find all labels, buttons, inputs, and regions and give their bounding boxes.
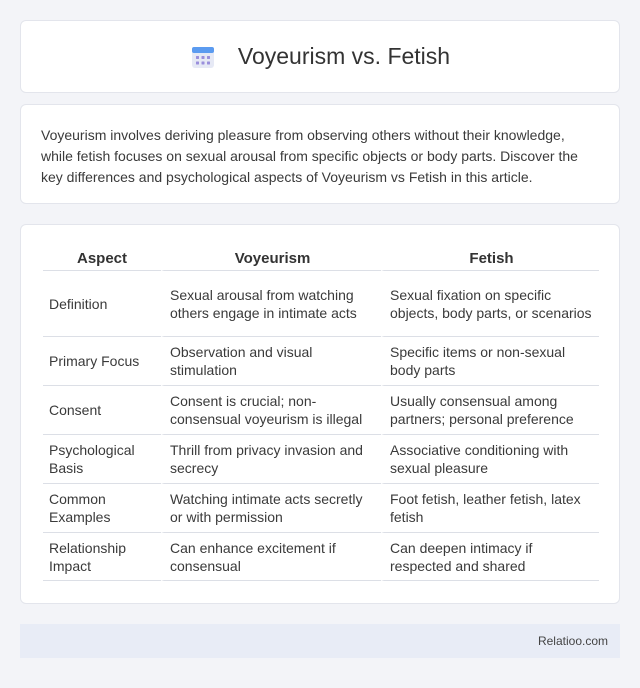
table-row — [43, 484, 599, 533]
aspect-cell: Primary Focus — [43, 337, 161, 386]
table-row — [43, 435, 599, 484]
voyeurism-cell: Watching intimate acts secretly or with permission — [161, 484, 381, 533]
intro-card — [20, 104, 620, 204]
aspect-cell: Common Examples — [43, 484, 161, 533]
footer-brand: Relatioo.com — [537, 634, 608, 648]
title-card — [20, 20, 620, 93]
page-title: Voyeurism vs. Fetish — [237, 43, 451, 69]
voyeurism-cell: Consent is crucial; non-consensual voyeurism is illegal — [161, 386, 381, 435]
voyeurism-cell: Can enhance excitement if consensual — [161, 533, 381, 581]
comparison-table — [43, 245, 599, 581]
header-fetish: Fetish — [381, 245, 599, 271]
fetish-cell: Can deepen intimacy if respected and shared — [381, 533, 599, 581]
header-voyeurism: Voyeurism — [161, 245, 381, 271]
aspect-cell: Relationship Impact — [43, 533, 161, 581]
table-row — [43, 386, 599, 435]
footer — [20, 624, 620, 658]
aspect-cell: Consent — [43, 386, 161, 435]
aspect-cell: Definition — [43, 271, 161, 337]
fetish-cell: Foot fetish, leather fetish, latex fetish — [381, 484, 599, 533]
voyeurism-cell: Observation and visual stimulation — [161, 337, 381, 386]
voyeurism-cell: Sexual arousal from watching others engage in intimate acts — [161, 271, 381, 337]
fetish-cell: Associative conditioning with sexual pleasure — [381, 435, 599, 484]
table-row — [43, 533, 599, 581]
table-header-row — [43, 245, 599, 271]
header-aspect: Aspect — [43, 245, 161, 271]
fetish-cell: Sexual fixation on specific objects, body parts, or scenarios — [381, 271, 599, 337]
aspect-cell: Psychological Basis — [43, 435, 161, 484]
intro-text: Voyeurism involves deriving pleasure from observing others without their knowledge, while fetish focuses on sexual arousal from specific objects or body parts. Discover the key differences and psychological aspects of Voyeurism vs Fetish in this article. — [41, 127, 578, 185]
table-row — [43, 337, 599, 386]
table-row — [43, 271, 599, 337]
fetish-cell: Usually consensual among partners; personal preference — [381, 386, 599, 435]
fetish-cell: Specific items or non-sexual body parts — [381, 337, 599, 386]
comparison-card — [20, 224, 620, 604]
voyeurism-cell: Thrill from privacy invasion and secrecy — [161, 435, 381, 484]
calendar-icon — [190, 44, 216, 70]
